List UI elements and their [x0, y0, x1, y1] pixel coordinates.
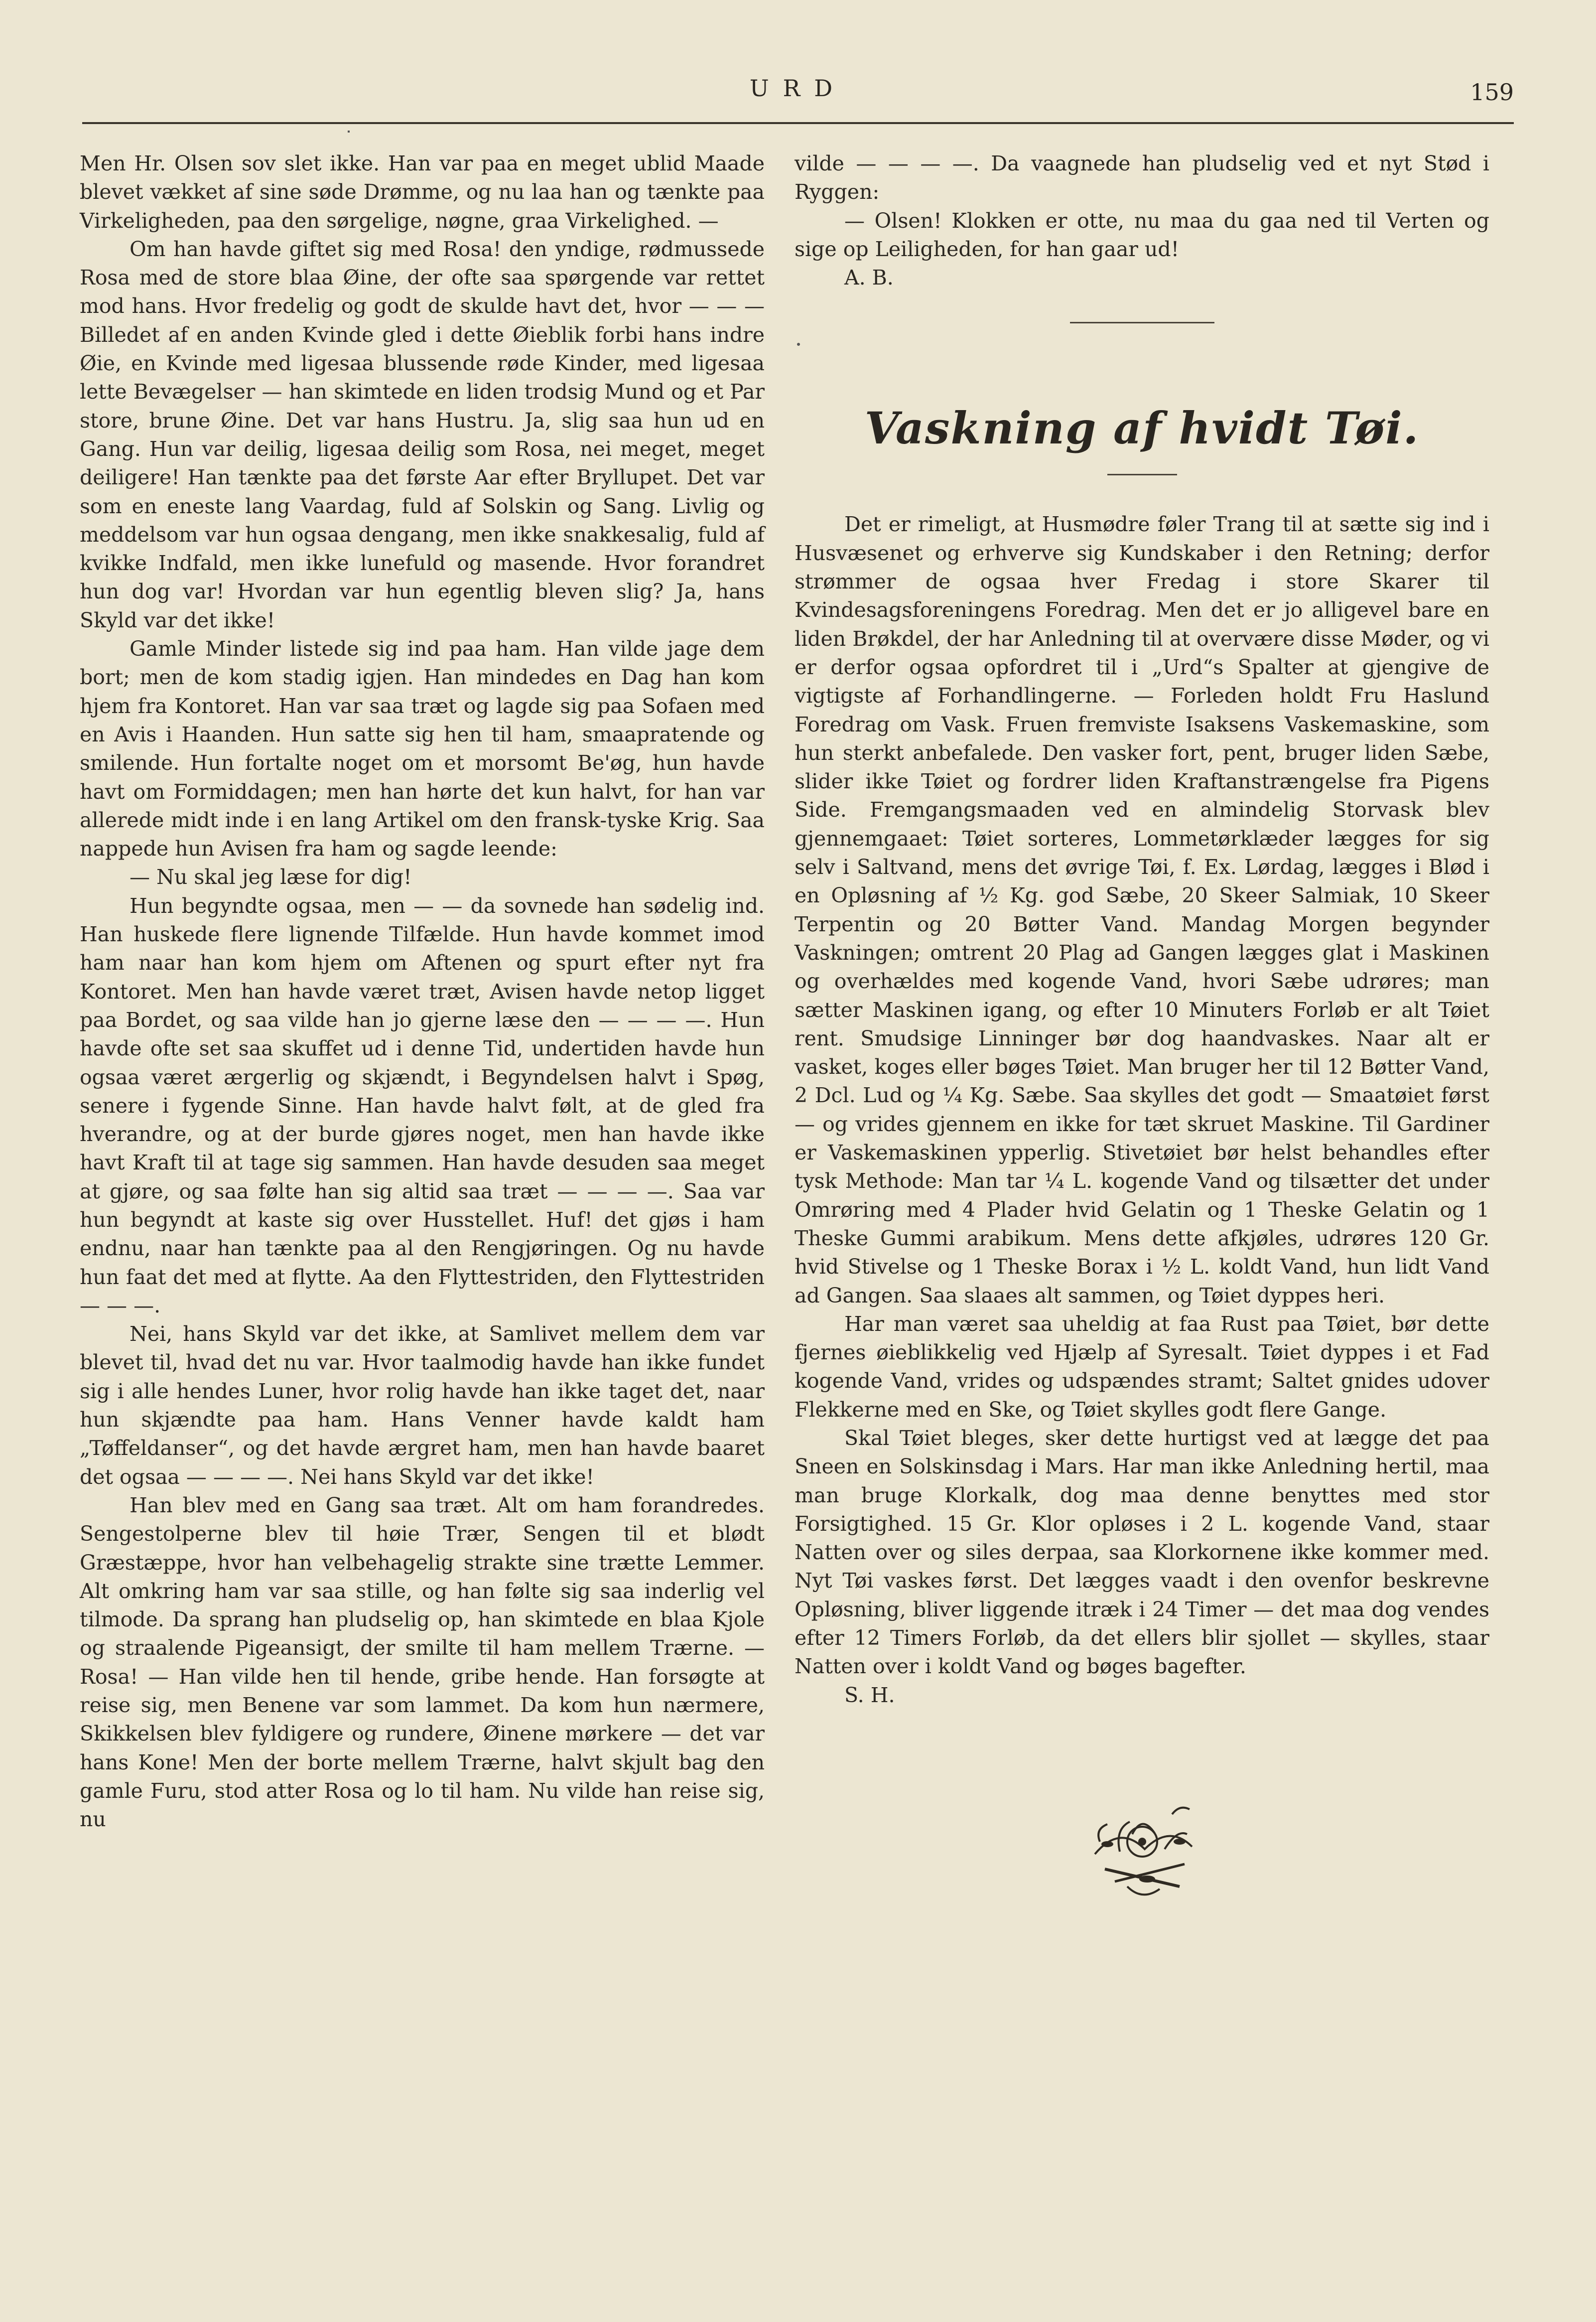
masthead: URD	[749, 75, 847, 102]
article-signature: S. H.	[844, 1683, 895, 1707]
paragraph: Nei, hans Skyld var det ikke, at Samlivet mellem dem var blevet til, hvad det nu var. Hvor taalmodig havde han ikke fundet sig i alle hendes Luner, hvor rolig havde han ikke taget det, naar hun skjændte paa ham. Hans Venner havde kaldt ham „Tøffeldanser“, og det havde ærgret ham, men han havde baaret det ogsaa — — — —. Nei hans Skyld var det ikke!	[80, 1322, 765, 1489]
article-paragraph: Skal Tøiet bleges, sker dette hurtigst ved at lægge det paa Sneen en Solskinsdag i Mars. Har man ikke Anledning hertil, maa man bruge Klorkalk, dog maa denne benyttes med stor Forsigtighed. 15 Gr. Klor opløses i 2 L. kogende Vand, staar Natten over og siles derpaa, saa Klorkornene ikke kommer med. Nyt Tøi vaskes først. Det lægges vaadt i den ovenfor beskrevne Opløsning, bliver liggende itræk i 24 Timer — det maa dog vendes efter 12 Timers Forløb, da det ellers blir sjollet — skylles, staar Natten over i koldt Vand og bøges bagefter.	[795, 1426, 1489, 1679]
right-column	[795, 149, 1489, 1904]
page-number: 159	[1470, 79, 1514, 106]
title-divider	[1107, 474, 1177, 475]
story-signature: A. B.	[844, 266, 894, 290]
paragraph: Gamle Minder listede sig ind paa ham. Han vilde jage dem bort; men de kom stadig igjen. Han mindedes en Dag han kom hjem fra Kontoret. Han var saa træt og lagde sig paa Sofaen med en Avis i Haanden. Hun satte sig hen til ham, smaapratende og smilende. Hun fortalte noget om et morsomt Be'øg, hun havde havt om Formiddagen; men han hørte det kun halvt, for han var allerede midt inde i en lang Artikel om den fransk-tyske Krig. Saa nappede hun Avisen fra ham og sagde leende:	[80, 637, 765, 861]
paragraph: Om han havde giftet sig med Rosa! den yndige, rødmussede Rosa med de store blaa Øine, der ofte saa spørgende var rettet mod hans. Hvor fredelig og godt de skulde havt det, hvor — — — Billedet af en anden Kvinde gled i dette Øieblik forbi hans indre Øie, en Kvinde med ligesaa blussende røde Kinder, med ligesaa lette Bevægelser — han skimtede en liden trodsig Mund og et Par store, brune Øine. Det var hans Hustru. Ja, slig saa hun ud en Gang. Hun var deilig, ligesaa deilig som Rosa, nei meget, meget deiligere! Han tænkte paa det første Aar efter Bryllupet. Det var som en eneste lang Vaardag, fuld af Solskin og Sang. Livlig og meddelsom var hun ogsaa dengang, men ikke snakkesalig, fuld af kvikke Indfald, men ikke lunefuld og masende. Hvor forandret hun dog var! Hvordan var hun egentlig bleven slig? Ja, hans Skyld var det ikke!	[80, 237, 765, 632]
print-speck	[348, 131, 350, 133]
story-continuation: — Olsen! Klokken er otte, nu maa du gaa ned til Verten og sige op Leiligheden, for han gaar ud!	[795, 208, 1489, 261]
article-body	[795, 510, 1489, 1681]
running-header	[82, 75, 1514, 124]
story-continuation: vilde — — — —. Da vaagnede han pludselig ved et nyt Stød i Ryggen:	[795, 151, 1489, 204]
floral-vignette-icon	[1085, 1794, 1199, 1904]
paragraph: Han blev med en Gang saa træt. Alt om ham forandredes. Sengestolperne blev til høie Trær, Sengen til et blødt Græstæppe, hvor han velbehagelig strakte sine trætte Lemmer. Alt omkring ham var saa stille, og han følte sig saa inderlig vel tilmode. Da sprang han pludselig op, han skimtede en blaa Kjole og straalende Pigeansigt, der smilte til ham mellem Trærne. — Rosa! — Han vilde hen til hende, gribe hende. Han forsøgte at reise sig, men Benene var som lammet. Da kom hun nærmere, Skikkelsen blev fyldigere og rundere, Øinene mørkere — det var hans Kone! Men der borte mellem Trærne, halvt skjult bag den gamle Furu, stod atter Rosa og lo til ham. Nu vilde han reise sig, nu	[80, 1493, 765, 1832]
paragraph: Men Hr. Olsen sov slet ikke. Han var paa en meget ublid Maade blevet vækket af sine søde Drømme, og nu laa han og tænkte paa Virkeligheden, paa den sørgelige, nøgne, graa Virkelighed. —	[80, 151, 765, 233]
article-paragraph: Det er rimeligt, at Husmødre føler Trang til at sætte sig ind i Husvæsenet og erhverve sig Kundskaber i den Retning; derfor strømmer de ogsaa hver Fredag i store Skarer til Kvindesagsforeningens Foredrag. Men det er jo alligevel bare en liden Brøkdel, der har Anledning til at overvære disse Møder, og vi er derfor ogsaa opfordret til i „Urd“s Spalter at gjengive de vigtigste af Forhandlingerne. — Forleden holdt Fru Haslund Foredrag om Vask. Fruen fremviste Isaksens Vaskemaskine, som hun sterkt anbefalede. Den vasker fort, pent, bruger liden Sæbe, slider ikke Tøiet og fordrer liden Kraftanstrængelse fra Pigens Side. Fremgangsmaaden ved en almindelig Storvask blev gjennemgaaet: Tøiet sorteres, Lommetørklæder lægges for sig selv i Saltvand, mens det øvrige Tøi, f. Ex. Lørdag, lægges i Blød i en Opløsning af ½ Kg. god Sæbe, 20 Skeer Salmiak, 10 Skeer Terpentin og 20 Bøtter Vand. Mandag Morgen begynder Vaskningen; omtrent 20 Plag ad Gangen lægges glat i Maskinen og overhældes med kogende Vand, hvori Sæbe udrøres; man sætter Maskinen igang, og efter 10 Minuters Forløb er alt Tøiet rent. Smudsige Linninger bør dog haandvaskes. Naar alt er vasket, koges eller bøges Tøiet. Man bruger her til 12 Bøtter Vand, 2 Dcl. Lud og ¼ Kg. Sæbe. Saa skylles det godt — Smaatøiet først — og vrides gjennem en ikke for tæt skruet Maskine. Til Gardiner er Vaskemaskinen ypperlig. Stivetøiet bør helst behandles efter tysk Methode: Man tar ¼ L. kogende Vand og tilsætter det under Omrøring med 4 Plader hvid Gelatin og 1 Theske Gelatin og 1 Theske Gummi arabikum. Mens dette afkjøles, udrøres 120 Gr. hvid Stivelse og 1 Theske Borax i ½ L. koldt Vand, hun lidt Vand ad Gangen. Saa slaaes alt sammen, og Tøiet dyppes heri.	[795, 512, 1489, 1307]
left-column	[80, 149, 765, 1834]
article-title: Vaskning af hvidt Tøi.	[864, 402, 1420, 454]
paragraph: Hun begyndte ogsaa, men — — da sovnede han sødelig ind. Han huskede flere lignende Tilfælde. Hun havde kommet imod ham naar han kom hjem om Aftenen og spurt efter nyt fra Kontoret. Men han havde været træt, Avisen havde netop ligget paa Bordet, og saa vilde han jo gjerne læse den — — — —. Hun havde ofte set saa skuffet ud i denne Tid, undertiden havde hun ogsaa været ærgerlig og skjændt, i Begyndelsen halvt i Spøg, senere i fygende Sinne. Han havde halvt følt, at de gled fra hverandre, og at der burde gjøres noget, men han havde ikke havt Kraft til at tage sig sammen. Han havde desuden saa meget at gjøre, og saa følte han sig altid saa træt — — — —. Saa var hun begyndt at kaste sig over Husstellet. Huf! det gjøs i ham endnu, naar han tænkte paa al den Rengjøringen. Og nu havde hun faat det med at flytte. Aa den Flyttestriden, den Flyttestriden — — —.	[80, 893, 765, 1317]
paragraph: — Nu skal jeg læse for dig!	[130, 865, 412, 889]
section-divider	[1070, 322, 1214, 323]
article-paragraph: Har man været saa uheldig at faa Rust paa Tøiet, bør dette fjernes øieblikkelig ved Hjælp af Syresalt. Tøiet dyppes i et Fad kogende Vand, vrides og udspændes stramt; Saltet gnides udover Flekkerne med en Ske, og Tøiet skylles godt flere Gange.	[795, 1311, 1489, 1422]
